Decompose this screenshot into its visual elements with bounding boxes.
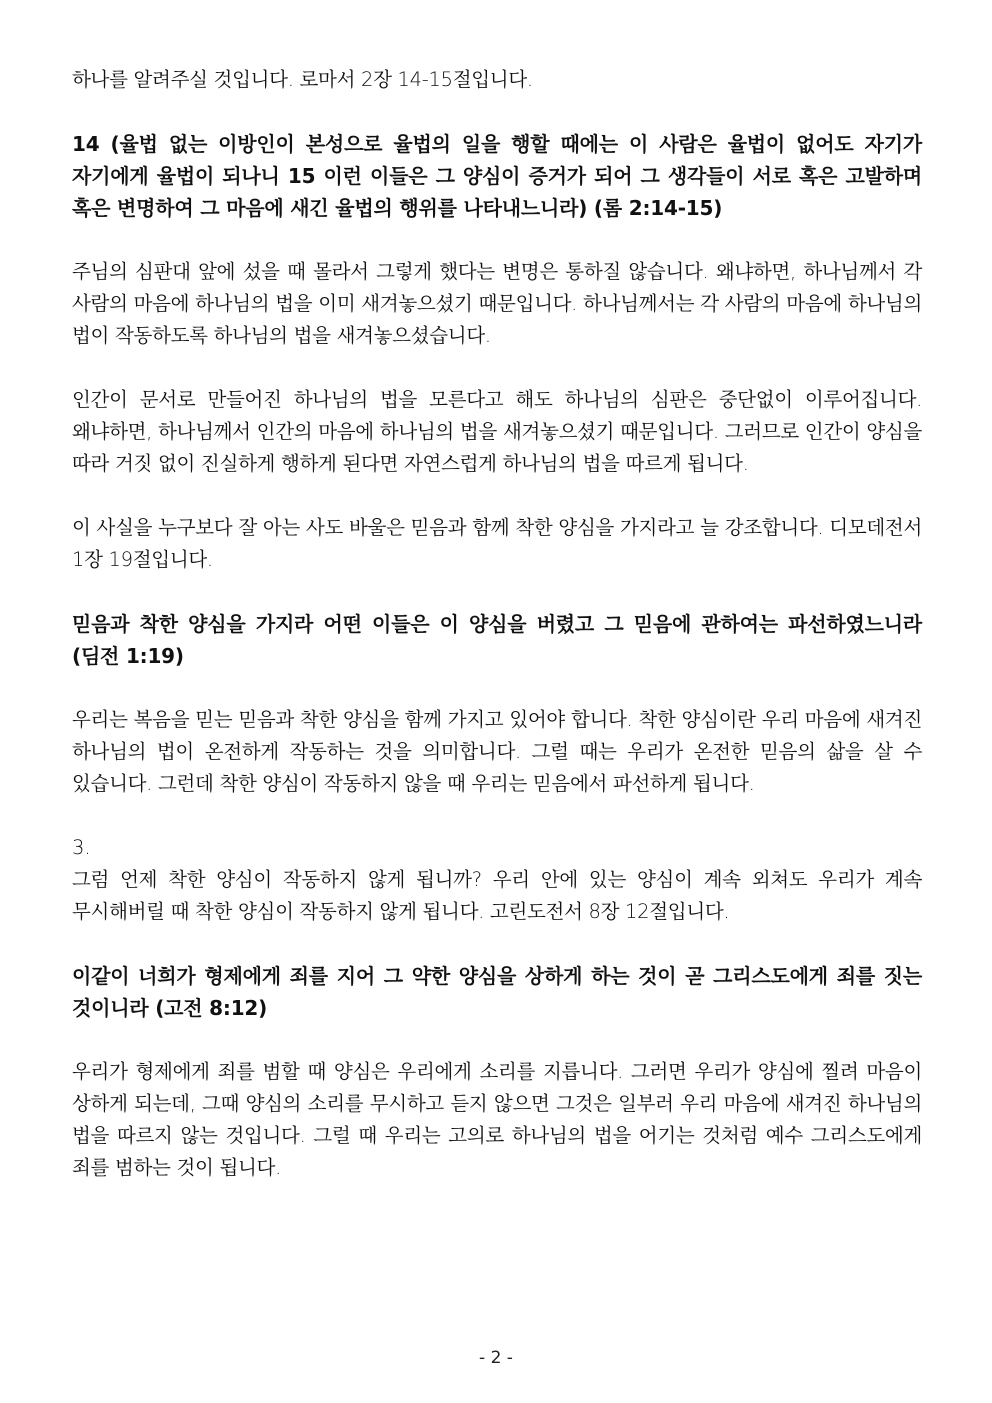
document-page: [72, 64, 922, 1184]
body-paragraph: 그럼 언제 착한 양심이 작동하지 않게 됩니까? 우리 안에 있는 양심이 계속 외쳐도 우리가 계속 무시해버릴 때 착한 양심이 작동하지 않게 됩니다. 고린도전서 8장 12절입니다.: [72, 868, 922, 923]
page-number: - 2 -: [479, 1348, 513, 1368]
scripture-quote: 이같이 너희가 형제에게 죄를 지어 그 약한 양심을 상하게 하는 것이 곧 그리스도에게 죄를 짓는 것이니라 (고전 8:12): [72, 964, 922, 1020]
body-paragraph: 이 사실을 누구보다 잘 아는 사도 바울은 믿음과 함께 착한 양심을 가지라고 늘 강조합니다. 디모데전서 1장 19절입니다.: [72, 516, 922, 571]
body-paragraph: 우리가 형제에게 죄를 범할 때 양심은 우리에게 소리를 지릅니다. 그러면 우리가 양심에 찔려 마음이 상하게 되는데, 그때 양심의 소리를 무시하고 듣지 않으면 그것은 일부러 우리 마음에 새겨진 하나님의 법을 따르지 않는 것입니다. 그럴 때 우리는 고의로 하나님의 법을 어기는 것처럼 예수 그리스도에게 죄를 범하는 것이 됩니다.: [72, 1060, 922, 1179]
body-paragraph: 인간이 문서로 만들어진 하나님의 법을 모른다고 해도 하나님의 심판은 중단없이 이루어집니다. 왜냐하면, 하나님께서 인간의 마음에 하나님의 법을 새겨놓으셨기 때문입니다. 그러므로 인간이 양심을 따라 거짓 없이 진실하게 행하게 된다면 자연스럽게 하나님의 법을 따르게 됩니다.: [72, 388, 922, 475]
body-paragraph: 우리는 복음을 믿는 믿음과 착한 양심을 함께 가지고 있어야 합니다. 착한 양심이란 우리 마음에 새겨진 하나님의 법이 온전하게 작동하는 것을 의미합니다. 그럴 때는 우리가 온전한 믿음의 삶을 살 수 있습니다. 그런데 착한 양심이 작동하지 않을 때 우리는 믿음에서 파선하게 됩니다.: [72, 708, 922, 795]
scripture-quote: 믿음과 착한 양심을 가지라 어떤 이들은 이 양심을 버렸고 그 믿음에 관하여는 파선하였느니라 (딤전 1:19): [72, 612, 922, 668]
body-paragraph: 주님의 심판대 앞에 섰을 때 몰라서 그렇게 했다는 변명은 통하질 않습니다. 왜냐하면, 하나님께서 각 사람의 마음에 하나님의 법을 이미 새겨놓으셨기 때문입니다. 하나님께서는 각 사람의 마음에 하나님의 법이 작동하도록 하나님의 법을 새겨놓으셨습니다.: [72, 260, 922, 347]
section-number: 3.: [72, 836, 91, 859]
body-paragraph: 하나를 알려주실 것입니다. 로마서 2장 14-15절입니다.: [72, 68, 533, 91]
scripture-quote: 14 (율법 없는 이방인이 본성으로 율법의 일을 행할 때에는 이 사람은 율법이 없어도 자기가 자기에게 율법이 되나니 15 이런 이들은 그 양심이 증거가 되어 그 생각들이 서로 혹은 고발하며 혹은 변명하여 그 마음에 새긴 율법의 행위를 나타내느니라) (롬 2:14-15): [72, 132, 922, 220]
